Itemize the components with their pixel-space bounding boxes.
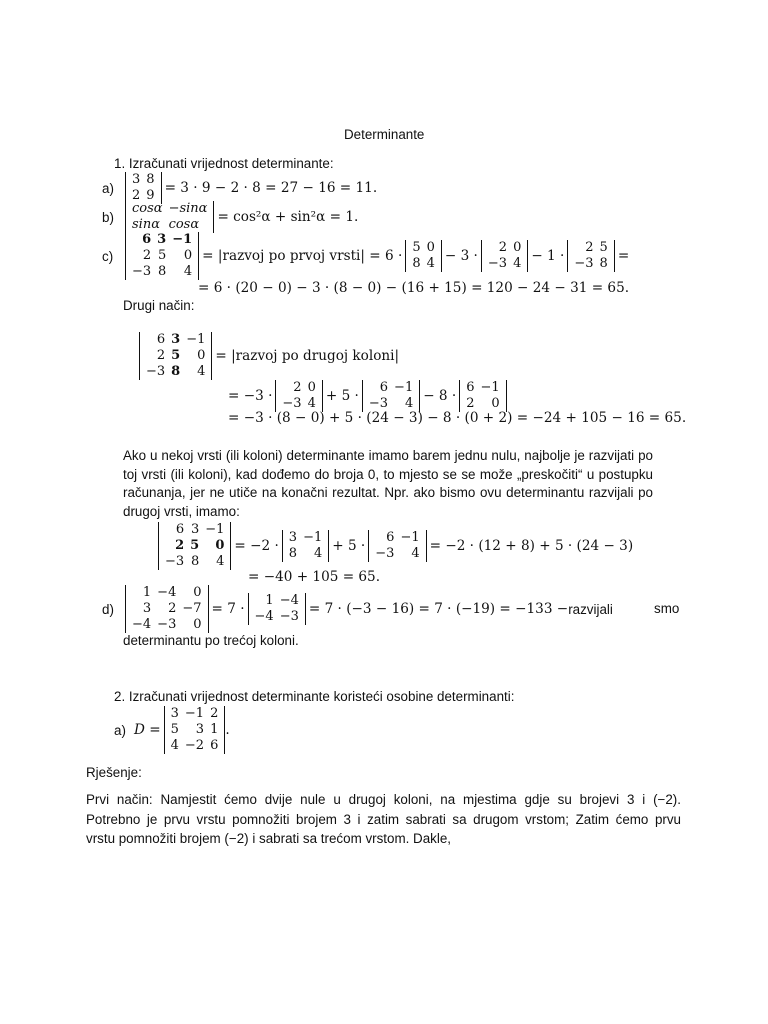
matrix-cell: 4: [216, 554, 225, 569]
minor-matrix: [275, 380, 322, 412]
matrix-cell: 6: [142, 232, 152, 247]
equation-text: = |razvoj po prvoj vrsti| = 6 ·: [202, 248, 403, 264]
method2-line1: [136, 332, 399, 380]
matrix-cell: 2: [498, 240, 508, 255]
equation-line: = −40 + 105 = 65.: [248, 569, 381, 585]
matrix-cell: −1: [186, 332, 206, 347]
matrix-cell: 2: [210, 706, 219, 721]
matrix-cell: −1: [480, 380, 500, 395]
matrix-cell: 2: [168, 601, 177, 616]
paragraph-line: vrstu pomnožiti brojem (−2) i sabrati sa trećom vrstom. Dakle,: [86, 831, 452, 846]
matrix-cell: 6: [156, 332, 166, 347]
matrix-cell: −4: [254, 609, 274, 624]
page-title: Determinante: [344, 127, 425, 142]
equation-text: = |razvoj po drugoj koloni|: [215, 348, 400, 364]
matrix-3x3: [164, 706, 226, 754]
text-word: smo: [654, 601, 680, 616]
minor-matrix: [481, 240, 528, 272]
matrix-cell: −4: [132, 617, 152, 632]
operator-text: + 5 ·: [332, 538, 366, 554]
paragraph-line: Potrebno je prvu vrstu pomnožiti brojem 3 i zatim sabrati sa drugom vrstom; Zatim ćemo prvu: [86, 811, 681, 827]
minor-matrix: [248, 593, 306, 625]
equation-line: = −3 · (8 − 0) + 5 · (24 − 3) − 8 · (0 + 2) = −24 + 105 − 16 = 65.: [228, 410, 687, 426]
matrix-cell: 4: [170, 738, 179, 753]
matrix-cell: 4: [404, 396, 414, 411]
matrix-cell: 8: [146, 172, 155, 187]
matrix-cell: 5: [412, 240, 421, 255]
task1-c: [102, 232, 629, 280]
matrix-cell: −3: [375, 546, 395, 561]
minor-matrix: [368, 530, 426, 562]
matrix-cell: 2: [585, 240, 594, 255]
equation-text: = cos²α + sin²α = 1.: [217, 209, 359, 225]
period: .: [225, 722, 230, 738]
matrix-cell: 0: [426, 240, 435, 255]
matrix-3x3: [125, 232, 199, 280]
matrix-cell: −7: [182, 601, 202, 616]
matrix-cell: 3: [132, 172, 141, 187]
matrix-cell: 1: [210, 722, 219, 737]
matrix-cell: 2: [142, 248, 152, 263]
operator-text: = −3 ·: [228, 388, 273, 404]
minor-matrix: [282, 530, 329, 562]
matrix-cell: cosα: [132, 201, 163, 216]
method2-line2: [228, 380, 510, 412]
matrix-cell: 8: [171, 364, 181, 379]
matrix-cell: 1: [265, 593, 274, 608]
matrix-cell: 5: [157, 248, 167, 263]
paragraph-line: Ako u nekoj vrsti (ili koloni) determinante imamo barem jednu nulu, najbolje je razvijati po: [123, 448, 653, 463]
matrix-cell: 1: [142, 585, 152, 600]
operator-text: − 8 ·: [423, 388, 457, 404]
equation-text: = 7 ·: [211, 601, 245, 617]
matrix-cell: 3: [195, 722, 205, 737]
equation-text: = 7 · (−3 − 16) = 7 · (−19) = −133 −: [308, 601, 569, 617]
matrix-3x3: [158, 522, 231, 570]
matrix-cell: 6: [386, 530, 395, 545]
drugi-nacin-label: Drugi način:: [123, 298, 195, 313]
equation-text: = −2 · (12 + 8) + 5 · (24 − 3): [429, 538, 634, 554]
minor-matrix: [567, 240, 614, 272]
paragraph-line: drugoj vrsti, imamo:: [123, 503, 240, 519]
explanation-paragraph: [123, 447, 653, 521]
matrix-cell: 2: [293, 380, 302, 395]
matrix-cell: −4: [157, 585, 177, 600]
item-label-b: b): [102, 209, 114, 225]
matrix-cell: 3: [142, 601, 152, 616]
matrix-cell: −3: [368, 396, 389, 411]
matrix-cell: 0: [215, 538, 225, 553]
matrix-cell: 8: [157, 264, 167, 279]
matrix-cell: 4: [183, 264, 193, 279]
paragraph-line: Prvi način: Namjestit ćemo dvije nule u drugoj koloni, na mjestima gdje su brojevi 3 i (−2).: [86, 792, 681, 807]
matrix-cell: 4: [307, 396, 316, 411]
matrix-cell: −3: [146, 364, 166, 379]
matrix-cell: 8: [412, 256, 421, 271]
solution-paragraph: [86, 790, 681, 849]
matrix-2x2: [125, 172, 162, 204]
equation-line: = 6 · (20 − 0) − 3 · (8 − 0) − (16 + 15) = 120 − 24 − 31 = 65.: [198, 280, 630, 296]
matrix-3x3: [125, 585, 209, 633]
matrix-cell: −3: [574, 256, 594, 271]
matrix-cell: −4: [279, 593, 299, 608]
matrix-3x3: [139, 332, 212, 380]
equation-text: = 3 · 9 − 2 · 8 = 27 − 16 = 11.: [164, 180, 378, 196]
item-label-a: a): [114, 722, 126, 738]
matrix-cell: −1: [394, 380, 414, 395]
matrix-cell: 4: [411, 546, 420, 561]
matrix-cell: 0: [307, 380, 316, 395]
matrix-cell: 6: [210, 738, 219, 753]
matrix-cell: 0: [193, 617, 202, 632]
matrix-cell: −3: [487, 256, 508, 271]
matrix-cell: 3: [157, 232, 167, 247]
minor-matrix: [362, 380, 420, 412]
matrix-cell: −sinα: [168, 201, 208, 216]
matrix-cell: −3: [282, 396, 302, 411]
matrix-cell: 0: [491, 396, 500, 411]
matrix-cell: −1: [205, 522, 225, 537]
text-word: razvijali: [568, 601, 613, 617]
matrix-cell: 4: [513, 256, 522, 271]
matrix-cell: −3: [157, 617, 177, 632]
operator-text: − 1 ·: [531, 248, 565, 264]
task2-heading: 2. Izračunati vrijednost determinante koristeći osobine determinanti:: [114, 689, 515, 704]
matrix-cell: 2: [156, 348, 166, 363]
item-label-c: c): [102, 248, 114, 264]
matrix-cell: sinα: [132, 217, 160, 232]
matrix-cell: 4: [426, 256, 435, 271]
operator-text: + 5 ·: [325, 388, 359, 404]
matrix-cell: 2: [175, 538, 185, 553]
item-label-d: d): [102, 601, 114, 617]
matrix-cell: 4: [313, 546, 323, 561]
matrix-cell: 2: [466, 396, 475, 411]
matrix-cell: 5: [170, 722, 179, 737]
matrix-cell: 0: [197, 348, 206, 363]
matrix-cell: −1: [184, 706, 205, 721]
matrix-cell: 3: [171, 332, 181, 347]
matrix-cell: 9: [146, 188, 155, 203]
variable-d: D =: [134, 722, 161, 738]
matrix-cell: 3: [288, 530, 298, 545]
matrix-cell: 6: [379, 380, 389, 395]
task1-a: [102, 172, 377, 204]
matrix-cell: −3: [165, 554, 185, 569]
minor-matrix: [405, 240, 442, 272]
matrix-cell: −3: [279, 609, 299, 624]
matrix-cell: 5: [171, 348, 181, 363]
text-line: determinantu po trećoj koloni.: [123, 633, 299, 648]
matrix-cell: 4: [197, 364, 206, 379]
paragraph-line: toj vrsti (ili koloni), kad dođemo do broja 0, to mjesto se se može „preskočiti“ u postupku: [123, 466, 653, 482]
matrix-cell: 6: [175, 522, 185, 537]
matrix-cell: cosα: [168, 217, 200, 232]
matrix-cell: −1: [303, 530, 323, 545]
operator-text: =: [617, 248, 630, 264]
minor-matrix: [459, 380, 506, 412]
matrix-cell: 3: [170, 706, 179, 721]
matrix-cell: 8: [288, 546, 298, 561]
task1-heading: 1. Izračunati vrijednost determinante:: [114, 156, 334, 171]
matrix-cell: −2: [184, 738, 205, 753]
matrix-cell: 3: [190, 522, 200, 537]
task1-d: [102, 585, 613, 633]
matrix-cell: 0: [183, 248, 193, 263]
matrix-cell: −1: [172, 232, 193, 247]
method3-line1: [155, 522, 633, 570]
matrix-cell: 0: [193, 585, 202, 600]
matrix-cell: 5: [190, 538, 200, 553]
matrix-cell: −3: [132, 264, 152, 279]
task1-b: [102, 201, 358, 233]
operator-text: − 3 ·: [444, 248, 478, 264]
solution-label: Rješenje:: [86, 765, 142, 780]
matrix-trig: [125, 201, 214, 233]
matrix-cell: −1: [400, 530, 420, 545]
item-label-a: a): [102, 180, 114, 196]
matrix-cell: 0: [513, 240, 522, 255]
matrix-cell: 8: [599, 256, 608, 271]
equation-text: = −2 ·: [234, 538, 279, 554]
paragraph-line: računanja, jer ne utiče na konačni rezultat. Npr. ako bismo ovu determinantu razvijali po: [123, 485, 653, 500]
task2-a: [114, 706, 230, 754]
matrix-cell: 2: [132, 188, 141, 203]
matrix-cell: 6: [466, 380, 475, 395]
matrix-cell: 5: [599, 240, 608, 255]
matrix-cell: 8: [190, 554, 200, 569]
